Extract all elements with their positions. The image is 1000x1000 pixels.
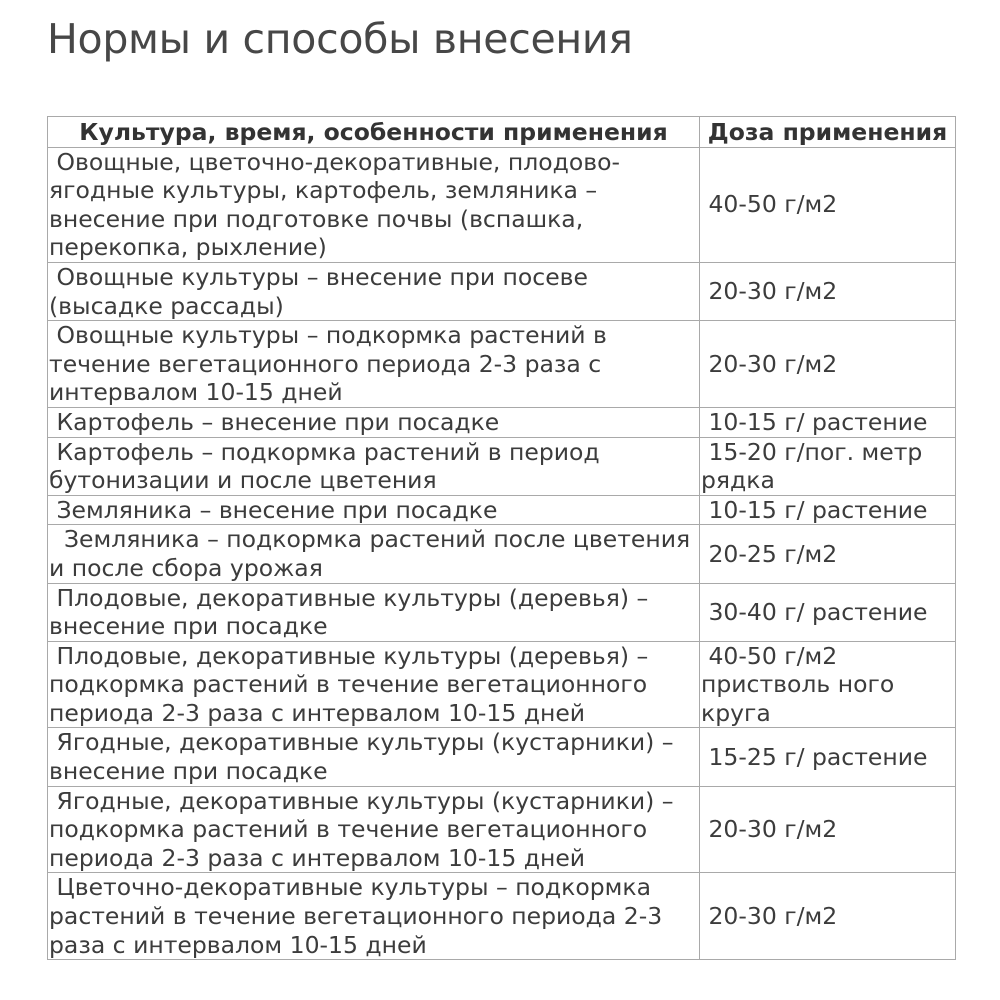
culture-cell: Овощные культуры – подкормка растений в течение вегетационного периода 2-3 раза с интервалом 10-15 дней — [48, 321, 700, 408]
table-row — [48, 583, 956, 641]
table-row — [48, 525, 956, 583]
table-row — [48, 786, 956, 873]
dose-cell: 20-30 г/м2 — [700, 786, 956, 873]
table-row — [48, 147, 956, 262]
culture-cell: Картофель – внесение при посадке — [48, 407, 700, 437]
dose-cell: 20-30 г/м2 — [700, 873, 956, 960]
table-row — [48, 728, 956, 786]
dose-cell: 10-15 г/ растение — [700, 407, 956, 437]
culture-cell: Плодовые, декоративные культуры (деревья) – внесение при посадке — [48, 583, 700, 641]
table-row — [48, 641, 956, 728]
dose-cell: 15-20 г/пог. метр рядка — [700, 437, 956, 495]
table-header — [48, 117, 956, 148]
norms-table — [47, 116, 956, 960]
culture-cell: Картофель – подкормка растений в период бутонизации и после цветения — [48, 437, 700, 495]
culture-cell: Земляника – подкормка растений после цветения и после сбора урожая — [49, 525, 698, 582]
culture-cell: Цветочно-декоративные культуры – подкормка растений в течение вегетационного периода 2-3 раза с интервалом 10-15 дней — [48, 873, 700, 960]
table-row — [48, 262, 956, 320]
culture-cell: Овощные культуры – внесение при посеве (высадке рассады) — [48, 262, 700, 320]
table-row — [48, 495, 956, 525]
table-row — [48, 873, 956, 960]
page-title: Нормы и способы внесения — [47, 15, 633, 63]
header-dose: Доза применения — [700, 117, 956, 148]
dose-cell: 15-25 г/ растение — [700, 728, 956, 786]
header-row — [48, 117, 956, 148]
dose-cell: 20-30 г/м2 — [700, 262, 956, 320]
dose-cell: 30-40 г/ растение — [700, 583, 956, 641]
header-culture: Культура, время, особенности применения — [48, 117, 700, 148]
dose-cell: 20-25 г/м2 — [700, 525, 956, 583]
dose-cell: 40-50 г/м2 пристволь ного круга — [700, 641, 956, 728]
table-body — [48, 147, 956, 960]
culture-cell: Ягодные, декоративные культуры (кустарники) – внесение при посадке — [48, 728, 700, 786]
table-row — [48, 437, 956, 495]
table-row — [48, 321, 956, 408]
culture-cell: Ягодные, декоративные культуры (кустарники) – подкормка растений в течение вегетационного периода 2-3 раза с интервалом 10-15 дней — [48, 786, 700, 873]
culture-cell: Плодовые, декоративные культуры (деревья) – подкормка растений в течение вегетационного периода 2-3 раза с интервалом 10-15 дней — [48, 641, 700, 728]
dose-cell: 20-30 г/м2 — [700, 321, 956, 408]
table-row — [48, 407, 956, 437]
dose-cell: 10-15 г/ растение — [700, 495, 956, 525]
culture-cell: Овощные, цветочно-декоративные, плодово-ягодные культуры, картофель, земляника – внесение при подготовке почвы (вспашка, перекопка, рыхление) — [48, 147, 700, 262]
culture-cell: Земляника – внесение при посадке — [48, 495, 700, 525]
dose-cell: 40-50 г/м2 — [700, 147, 956, 262]
